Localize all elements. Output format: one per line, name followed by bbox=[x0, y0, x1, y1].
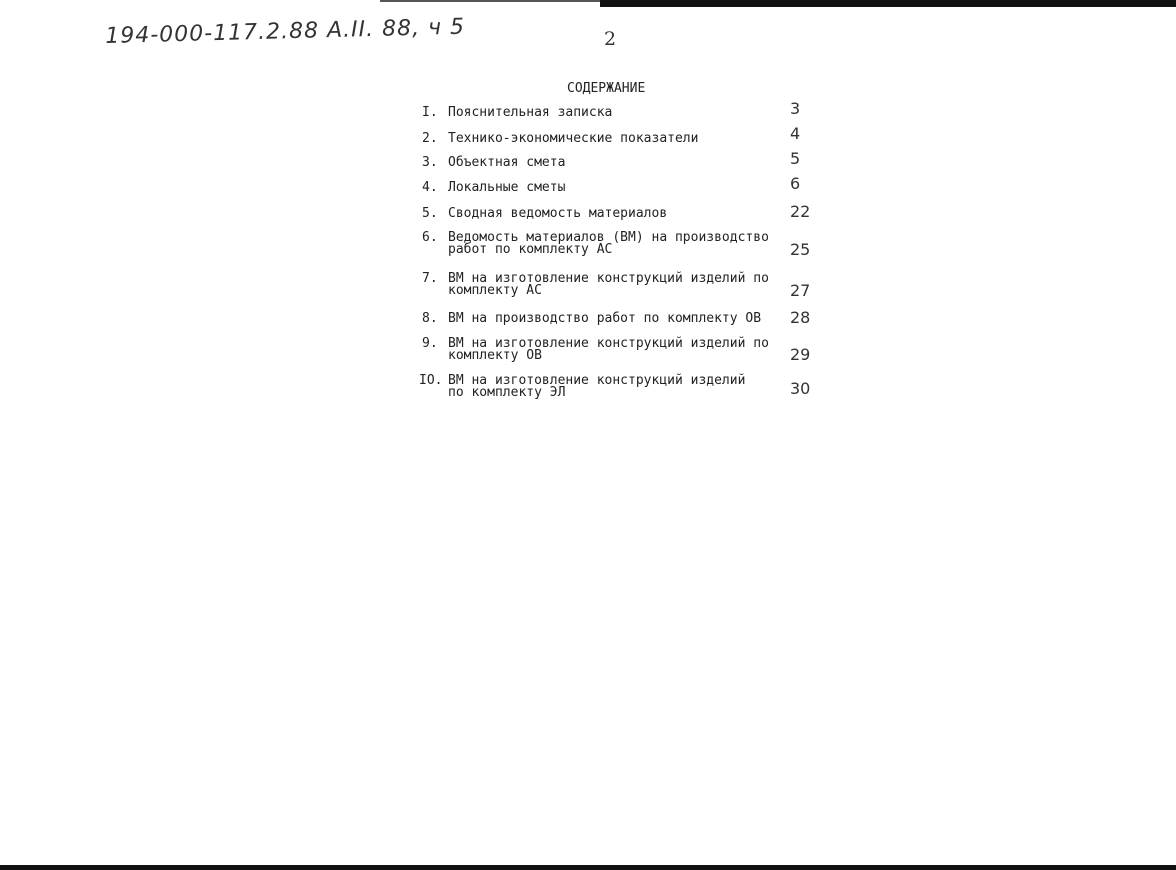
toc-item-number: 3. bbox=[422, 155, 438, 170]
toc-item-title bbox=[448, 157, 788, 169]
toc-item-title bbox=[448, 107, 788, 119]
toc-item-page: 22 bbox=[790, 202, 811, 221]
toc-item-page: 29 bbox=[790, 345, 811, 364]
toc-item-page: 30 bbox=[790, 379, 811, 398]
toc-item-number: 9. bbox=[422, 336, 438, 351]
toc-item-title-line: Сводная ведомость материалов bbox=[448, 206, 668, 221]
toc-item-title bbox=[448, 208, 788, 220]
toc-item-title-line: Технико-экономические показатели bbox=[448, 131, 699, 146]
toc-item-title bbox=[448, 273, 788, 297]
toc-item-number: 6. bbox=[422, 230, 438, 245]
toc-item-number: 7. bbox=[422, 271, 438, 286]
toc-item-title-line: ВМ на изготовление конструкций изделий bbox=[448, 373, 746, 388]
toc-item-page: 6 bbox=[790, 174, 801, 193]
toc-item-number: IO. bbox=[419, 373, 443, 388]
toc-item-title-line: Ведомость материалов (ВМ) на производство bbox=[448, 230, 769, 245]
toc-title: СОДЕРЖАНИЕ bbox=[567, 81, 646, 96]
toc-item-page: 5 bbox=[790, 149, 801, 168]
toc-item-number: 2. bbox=[422, 131, 438, 146]
toc-item-number: 5. bbox=[422, 206, 438, 221]
toc-item-title-line: комплекту АС bbox=[448, 283, 542, 298]
toc-item-page: 25 bbox=[790, 240, 811, 259]
toc-item-title bbox=[448, 182, 788, 194]
toc-item-number: I. bbox=[422, 105, 438, 120]
scan-edge-bottom bbox=[0, 865, 1176, 870]
toc-item-title bbox=[448, 338, 788, 362]
toc-item-title-line: ВМ на изготовление конструкций изделий по bbox=[448, 271, 769, 286]
toc-item-page: 27 bbox=[790, 281, 811, 300]
toc-item-number: 8. bbox=[422, 311, 438, 326]
toc-item-title bbox=[448, 133, 788, 145]
toc-item-title bbox=[448, 375, 788, 399]
toc-item-number: 4. bbox=[422, 180, 438, 195]
page-number: 2 bbox=[604, 28, 617, 50]
toc-item-page: 28 bbox=[790, 308, 811, 327]
scan-edge-top bbox=[600, 0, 1176, 7]
toc-item-title-line: Объектная смета bbox=[448, 155, 566, 170]
toc-item-title-line: Локальные сметы bbox=[448, 180, 566, 195]
toc-item-title bbox=[448, 313, 788, 325]
toc-item-title-line: Пояснительная записка bbox=[448, 105, 613, 120]
toc-item-title-line: работ по комплекту АС bbox=[448, 242, 613, 257]
toc-item-title-line: комплекту ОВ bbox=[448, 348, 542, 363]
toc-item-page: 4 bbox=[790, 124, 801, 143]
toc-item-title-line: ВМ на изготовление конструкций изделий по bbox=[448, 336, 769, 351]
toc-item-page: 3 bbox=[790, 99, 801, 118]
toc-item-title-line: по комплекту ЭЛ bbox=[448, 385, 566, 400]
toc-item-title-line: ВМ на производство работ по комплекту ОВ bbox=[448, 311, 762, 326]
document-code: 194-000-117.2.88 А.II. 88, ч 5 bbox=[105, 14, 466, 49]
toc-item-title bbox=[448, 232, 788, 256]
